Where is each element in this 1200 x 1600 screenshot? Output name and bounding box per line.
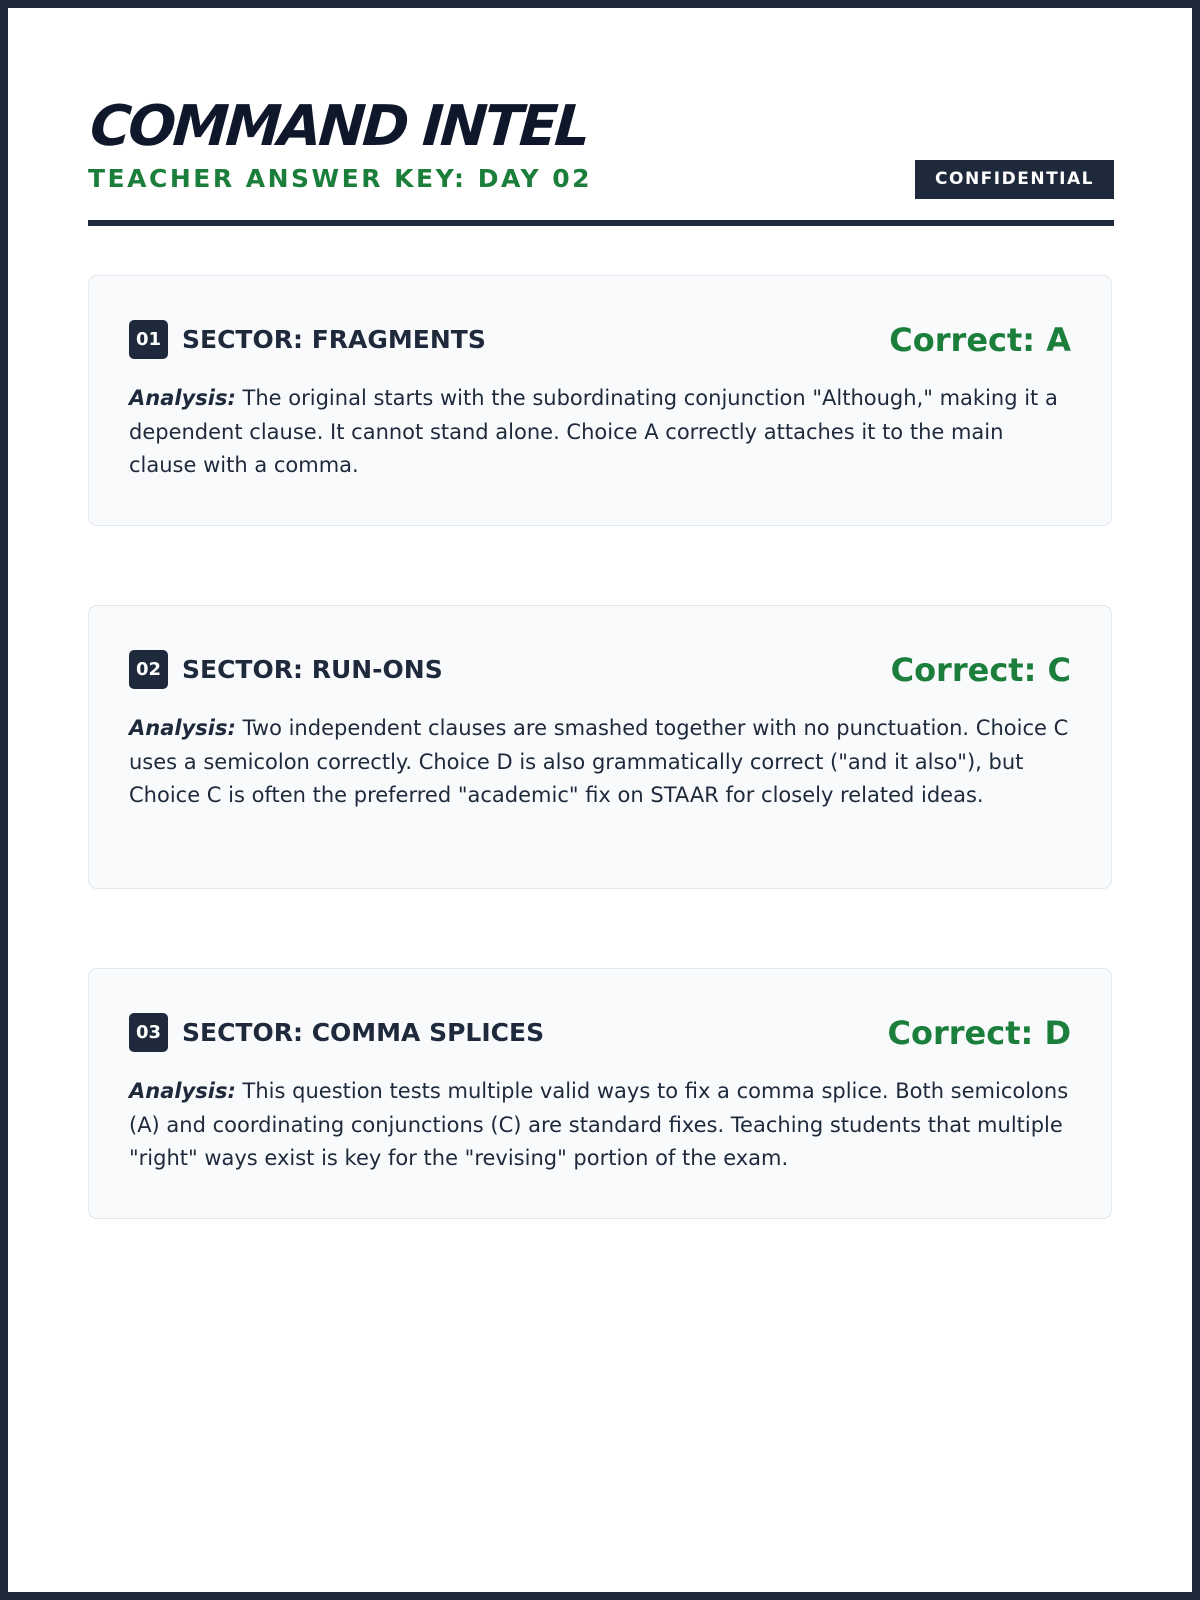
answer-card-comma-splices bbox=[88, 968, 1112, 1219]
analysis-paragraph bbox=[129, 712, 1071, 813]
analysis-label: Analysis: bbox=[129, 1079, 236, 1103]
card-header bbox=[129, 320, 1071, 360]
question-number: 03 bbox=[129, 1013, 168, 1052]
sector-title: SECTOR: COMMA SPLICES bbox=[182, 1018, 545, 1047]
analysis-text: This question tests multiple valid ways to fix a comma splice. Both semicolons (A) and coordinating conjunctions (C) are standard fixes. Teaching students that multiple "right" ways exist is key for the "revising" portion of the exam. bbox=[129, 1079, 1069, 1170]
answer-card-run-ons bbox=[88, 605, 1112, 889]
sector-title: SECTOR: FRAGMENTS bbox=[182, 325, 486, 354]
analysis-paragraph bbox=[129, 382, 1071, 483]
analysis-label: Analysis: bbox=[129, 386, 236, 410]
correct-answer: Correct: A bbox=[889, 321, 1071, 359]
header-divider bbox=[88, 220, 1114, 226]
confidential-badge: CONFIDENTIAL bbox=[915, 160, 1114, 199]
analysis-paragraph bbox=[129, 1075, 1071, 1176]
analysis-text: Two independent clauses are smashed together with no punctuation. Choice C uses a semicolon correctly. Choice D is also grammatically correct ("and it also"), but Choice C is often the preferred "academic" fix on STAAR for closely related ideas. bbox=[129, 716, 1069, 807]
sector-title: SECTOR: RUN-ONS bbox=[182, 655, 443, 684]
correct-answer: Correct: D bbox=[887, 1014, 1071, 1052]
card-header bbox=[129, 650, 1071, 690]
answer-key-page bbox=[8, 8, 1192, 1592]
page-header bbox=[88, 94, 1114, 193]
brand-title: COMMAND INTEL bbox=[88, 94, 590, 159]
correct-answer: Correct: C bbox=[890, 651, 1071, 689]
answer-card-fragments bbox=[88, 275, 1112, 526]
analysis-text: The original starts with the subordinating conjunction "Although," making it a dependent clause. It cannot stand alone. Choice A correctly attaches it to the main clause with a comma. bbox=[129, 386, 1058, 477]
analysis-label: Analysis: bbox=[129, 716, 236, 740]
question-number: 01 bbox=[129, 320, 168, 359]
card-header bbox=[129, 1013, 1071, 1053]
page-subtitle: TEACHER ANSWER KEY: DAY 02 bbox=[88, 164, 593, 193]
question-number: 02 bbox=[129, 650, 168, 689]
